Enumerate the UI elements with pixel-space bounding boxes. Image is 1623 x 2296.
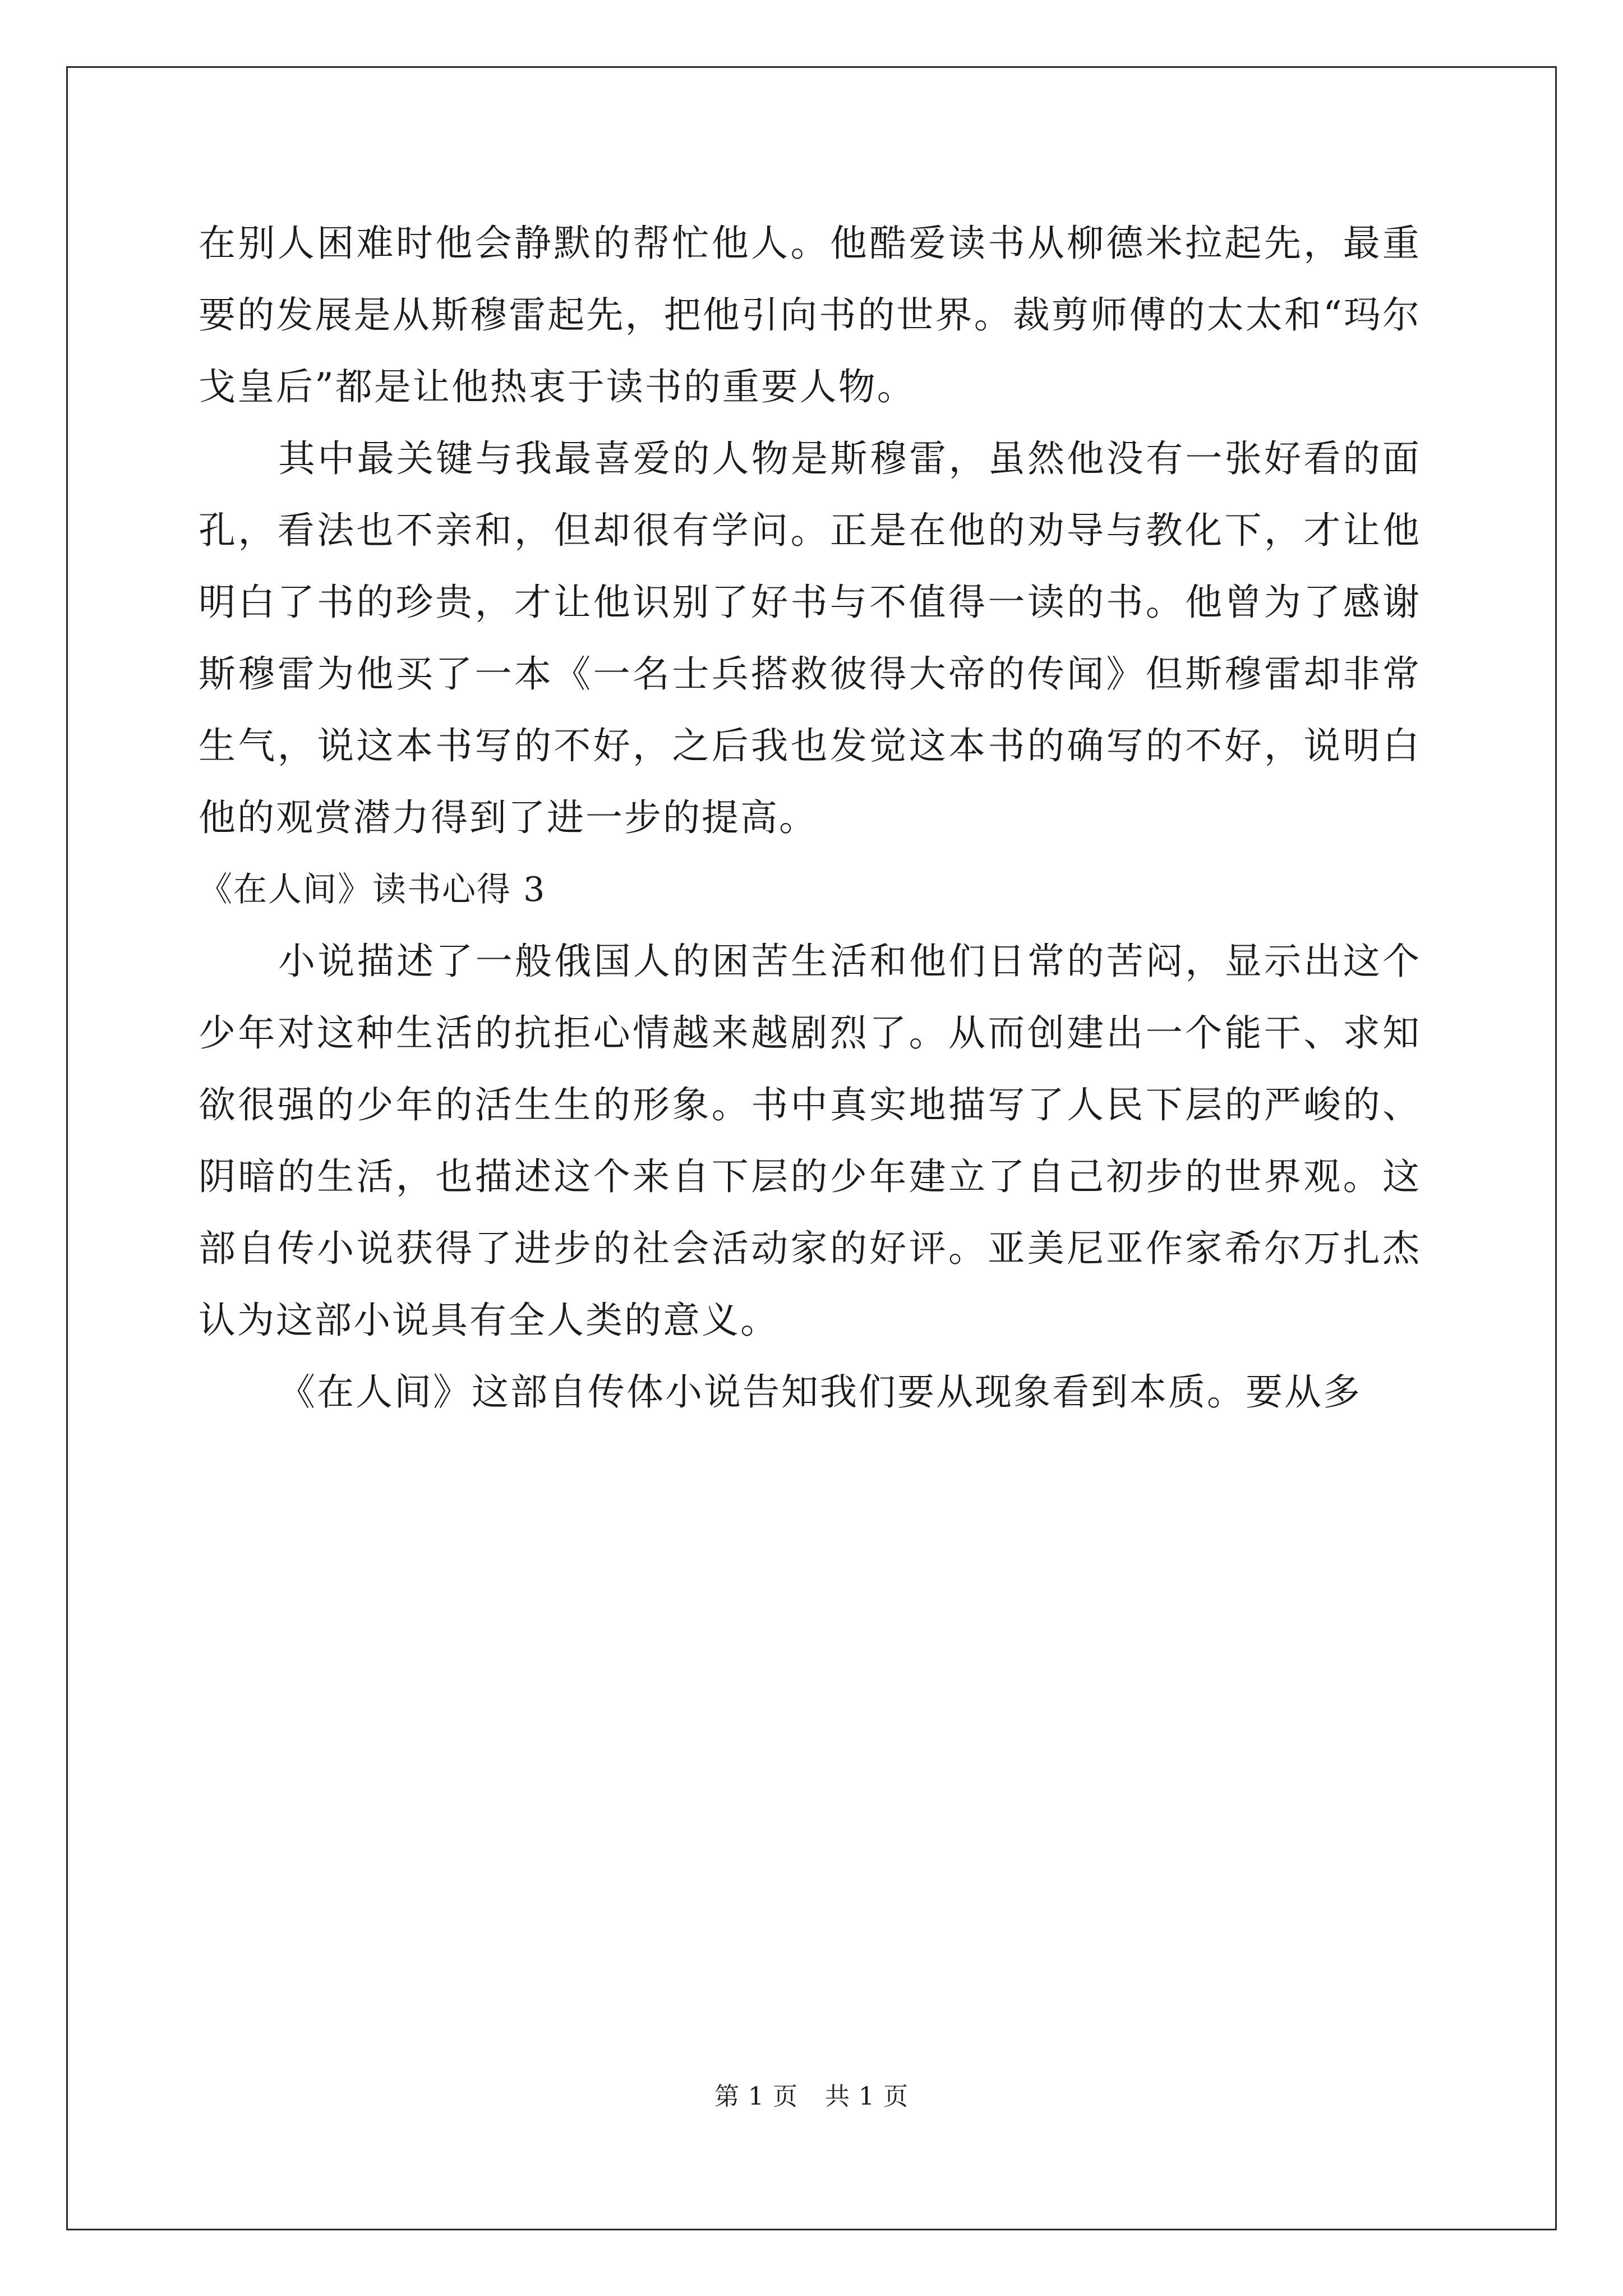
page-number: 第 1 页 (714, 2082, 798, 2111)
paragraph-2: 其中最关键与我最喜爱的人物是斯穆雷，虽然他没有一张好看的面孔，看法也不亲和，但却很有学问。正是在他的劝导与教化下，才让他明白了书的珍贵，才让他识别了好书与不值得一读的书。他曾为了感谢斯穆雷为他买了一本《一名士兵搭救彼得大帝的传闻》但斯穆雷却非常生气，说这本书写的不好，之后我也发觉这本书的确写的不好，说明白他的观赏潜力得到了进一步的提高。 (199, 437, 1421, 839)
paragraph-4: 《在人间》这部自传体小说告知我们要从现象看到本质。要从多 (278, 1370, 1362, 1414)
document-body (199, 208, 1421, 1428)
paragraph-1: 在别人困难时他会静默的帮忙他人。他酷爱读书从柳德米拉起先，最重要的发展是从斯穆雷起先，把他引向书的世界。裁剪师傅的太太和“玛尔戈皇后”都是让他热衷于读书的重要人物。 (199, 222, 1421, 408)
page-total: 共 1 页 (825, 2082, 909, 2111)
section-heading: 《在人间》读书心得 3 (199, 870, 546, 909)
page-footer (0, 2080, 1623, 2114)
paragraph-3: 小说描述了一般俄国人的困苦生活和他们日常的苦闷，显示出这个少年对这种生活的抗拒心情越来越剧烈了。从而创建出一个能干、求知欲很强的少年的活生生的形象。书中真实地描写了人民下层的严峻的、阴暗的生活，也描述这个来自下层的少年建立了自己初步的世界观。这部自传小说获得了进步的社会活动家的好评。亚美尼亚作家希尔万扎杰认为这部小说具有全人类的意义。 (199, 940, 1421, 1342)
